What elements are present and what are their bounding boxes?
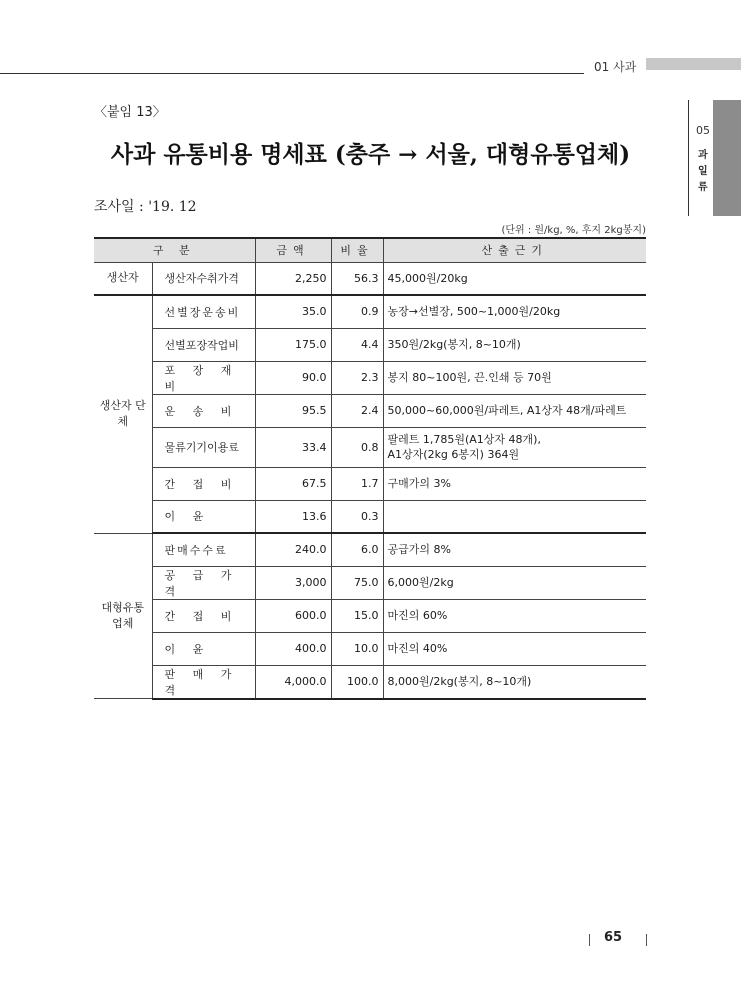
survey-date: 조사일 : '19. 12 (94, 199, 197, 215)
amount-cell: 400.0 (255, 632, 331, 665)
ratio-cell: 0.3 (331, 500, 383, 533)
amount-cell: 67.5 (255, 467, 331, 500)
header-basis: 산출근기 (383, 238, 646, 262)
basis-cell (383, 295, 646, 328)
item-cell: 포 장 재 비 (152, 361, 255, 394)
table-row (94, 262, 646, 295)
basis-line: 350원/2kg(봉지, 8~10개) (387, 338, 521, 351)
basis-line: 봉지 80~100원, 끈.인쇄 등 70원 (387, 371, 552, 384)
basis-line: A1상자(2kg 6봉지) 364원 (387, 448, 520, 461)
table-header-row (94, 238, 646, 262)
amount-cell: 33.4 (255, 427, 331, 467)
amount-cell: 3,000 (255, 566, 331, 599)
basis-line: 공급가의 8% (387, 543, 451, 557)
basis-line: 구매가의 3% (387, 477, 451, 490)
basis-line: 마진의 40% (387, 642, 448, 655)
ratio-cell: 0.9 (331, 295, 383, 328)
ratio-cell: 0.8 (331, 427, 383, 467)
header-bar (646, 58, 741, 70)
ratio-cell: 2.3 (331, 361, 383, 394)
category-cell: 대형유통 업체 (94, 533, 152, 699)
item-cell: 생산자수취가격 (152, 262, 255, 295)
amount-cell: 13.6 (255, 500, 331, 533)
basis-cell (383, 599, 646, 632)
ratio-cell: 6.0 (331, 533, 383, 566)
page-bar-left (589, 934, 590, 946)
item-cell: 운 송 비 (152, 394, 255, 427)
page-title: 사과 유통비용 명세표 (충주 → 서울, 대형유통업체) (110, 141, 631, 168)
cost-table (94, 237, 646, 700)
table-row (94, 328, 646, 361)
ratio-cell: 4.4 (331, 328, 383, 361)
annex-label: 〈붙임 13〉 (94, 105, 166, 120)
table-row (94, 394, 646, 427)
basis-cell (383, 533, 646, 566)
table-row (94, 361, 646, 394)
amount-cell: 4,000.0 (255, 665, 331, 699)
basis-line: 8,000원/2kg(봉지, 8~10개) (387, 675, 532, 688)
basis-line: 팔레트 1,785원(A1상자 48개), (387, 433, 541, 446)
item-cell: 이 윤 (152, 632, 255, 665)
amount-cell: 600.0 (255, 599, 331, 632)
item-cell: 물류기기이용료 (152, 427, 255, 467)
amount-cell: 175.0 (255, 328, 331, 361)
ratio-cell: 10.0 (331, 632, 383, 665)
side-tab-char: 류 (698, 182, 708, 193)
basis-cell (383, 500, 646, 533)
basis-line: 45,000원/20kg (387, 271, 468, 285)
table-row (94, 533, 646, 566)
chapter-label: 01 사과 (594, 60, 637, 74)
table-row (94, 500, 646, 533)
basis-cell (383, 566, 646, 599)
ratio-cell: 100.0 (331, 665, 383, 699)
table-row (94, 632, 646, 665)
unit-note: (단위 : 원/kg, %, 후지 2kg봉지) (501, 225, 646, 236)
amount-cell: 2,250 (255, 262, 331, 295)
item-cell: 판 매 가 격 (152, 665, 255, 699)
header-division: 구 분 (94, 238, 255, 262)
basis-cell (383, 665, 646, 699)
basis-cell (383, 361, 646, 394)
amount-cell: 35.0 (255, 295, 331, 328)
category-cell: 생산자 단체 (94, 295, 152, 533)
basis-line: 50,000~60,000원/파레트, A1상자 48개/파레트 (387, 404, 627, 417)
basis-cell (383, 427, 646, 467)
item-cell: 이 윤 (152, 500, 255, 533)
item-cell: 선별포장작업비 (152, 328, 255, 361)
basis-line: 농장→선별장, 500~1,000원/20kg (387, 305, 561, 319)
table-row (94, 566, 646, 599)
table-row (94, 665, 646, 699)
category-cell: 생산자 (94, 262, 152, 295)
ratio-cell: 1.7 (331, 467, 383, 500)
ratio-cell: 56.3 (331, 262, 383, 295)
item-cell: 간 접 비 (152, 467, 255, 500)
page-bar-right (646, 934, 647, 946)
basis-cell (383, 328, 646, 361)
table-body (94, 262, 646, 699)
ratio-cell: 15.0 (331, 599, 383, 632)
side-tab-char: 과 (698, 150, 708, 161)
table-row (94, 599, 646, 632)
header-rule (0, 73, 584, 74)
basis-cell (383, 632, 646, 665)
side-tab-char: 일 (698, 166, 708, 177)
table-row (94, 467, 646, 500)
amount-cell: 95.5 (255, 394, 331, 427)
ratio-cell: 75.0 (331, 566, 383, 599)
page-number: 65 (604, 930, 623, 945)
amount-cell: 90.0 (255, 361, 331, 394)
basis-cell (383, 394, 646, 427)
item-cell: 간 접 비 (152, 599, 255, 632)
header-amount: 금액 (255, 238, 331, 262)
basis-line: 6,000원/2kg (387, 576, 454, 589)
item-cell: 공 급 가 격 (152, 566, 255, 599)
item-cell: 판매수수료 (152, 533, 255, 566)
basis-cell (383, 262, 646, 295)
basis-line: 마진의 60% (387, 609, 448, 622)
side-tab-number: 05 (696, 124, 710, 137)
item-cell: 선별장운송비 (152, 295, 255, 328)
amount-cell: 240.0 (255, 533, 331, 566)
table-row (94, 295, 646, 328)
table-row (94, 427, 646, 467)
header-ratio: 비율 (331, 238, 383, 262)
ratio-cell: 2.4 (331, 394, 383, 427)
basis-cell (383, 467, 646, 500)
